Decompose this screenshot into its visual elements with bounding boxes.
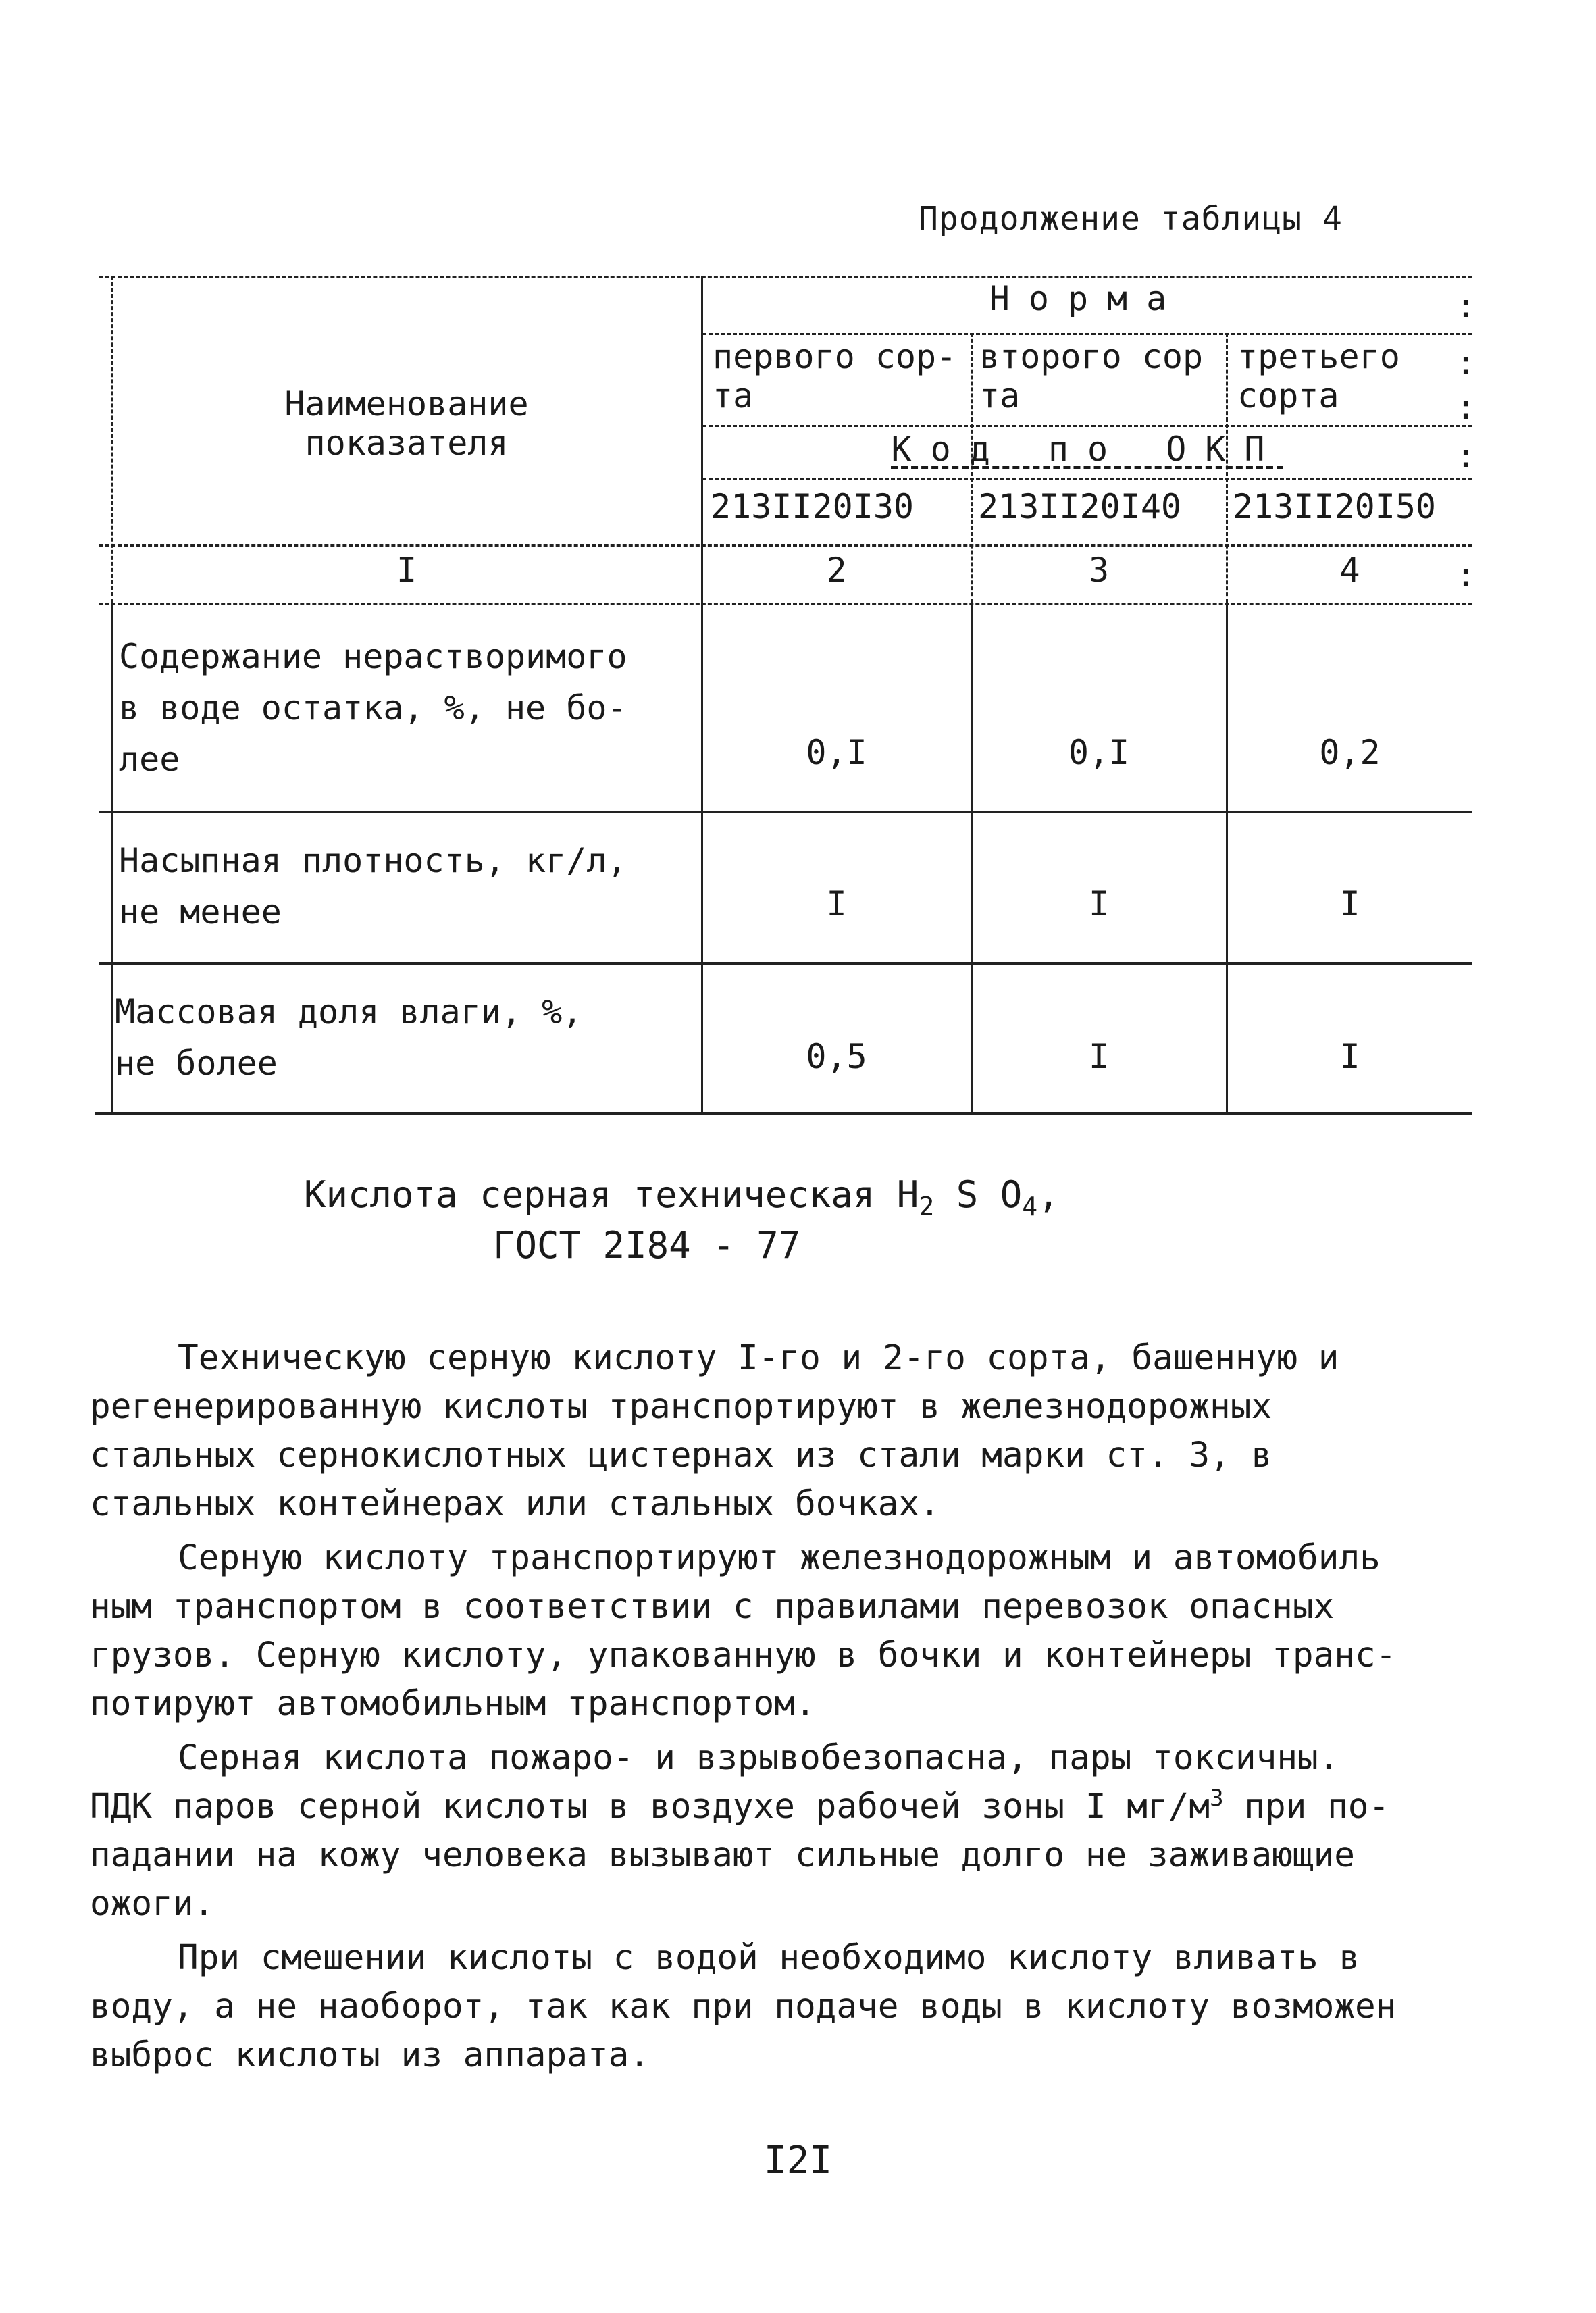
header-code-3: 213II20I50 bbox=[1233, 487, 1437, 526]
header-name-label: Наименование показателя bbox=[284, 384, 529, 463]
header-grade-3: третьего сорта bbox=[1237, 337, 1400, 415]
header-code-label: Код по ОКП bbox=[891, 430, 1284, 469]
table-row-1-value-3: 0,2 bbox=[1319, 733, 1381, 772]
paragraph-2: Серную кислоту транспортируют железнодорожным и автомобиль ным транспортом в соответствии с правилами перевозок опасных грузов. Серную кислоту, упакованную в бочки и контейнеры транс- потируют автомобильным транспортом. bbox=[90, 1538, 1397, 1724]
table-row-3-name: Массовая доля влаги, %, не более bbox=[115, 992, 583, 1083]
chemical-formula: $H_2$ S $O_4$ bbox=[896, 1173, 1038, 1221]
row2-bottom-border bbox=[99, 962, 1472, 965]
header-norma-label: Норма bbox=[989, 279, 1186, 318]
table-row-2-value-2: I bbox=[1088, 884, 1110, 923]
column-numbers-bottom-border bbox=[99, 603, 1472, 605]
column-number-2: 2 bbox=[826, 551, 847, 590]
paragraph-3: Серная кислота пожаро- и взрывобезопасна, пары токсичны. ПДК паров серной кислоты в воздухе рабочей зоны I $мг/м^3$ при по- падании на кожу человека вызывают сильные долго не заживающие ожоги. bbox=[90, 1738, 1390, 1924]
header-grade-1: первого сор- та bbox=[713, 337, 957, 415]
right-edge-marker: : bbox=[1456, 388, 1476, 427]
grades-divider bbox=[702, 425, 1472, 427]
table-top-border bbox=[99, 276, 1472, 278]
column-divider-3 bbox=[1226, 603, 1228, 1113]
table-row-1-value-1: 0,I bbox=[806, 733, 867, 772]
header-grade-2: второго сор та bbox=[979, 337, 1204, 415]
right-edge-marker: : bbox=[1456, 286, 1476, 326]
body-text bbox=[90, 1334, 1441, 2080]
table-left-border bbox=[111, 603, 113, 1114]
superscript-3: 3 bbox=[1210, 1785, 1224, 1812]
header-bottom-border bbox=[99, 544, 1472, 547]
table-row-2-value-3: I bbox=[1339, 884, 1360, 923]
column-number-4: 4 bbox=[1339, 551, 1360, 590]
section-title-standard: ГОСТ 2I84 - 77 bbox=[493, 1224, 801, 1267]
column-divider-2 bbox=[971, 603, 973, 1113]
row1-bottom-border bbox=[99, 811, 1472, 813]
table-row-2-value-1: I bbox=[826, 884, 847, 923]
code-divider bbox=[702, 478, 1472, 480]
right-edge-marker: : bbox=[1456, 343, 1476, 382]
norma-divider bbox=[702, 333, 1472, 335]
table-row-2-name: Насыпная плотность, кг/л, не менее bbox=[119, 841, 627, 932]
right-edge-marker: : bbox=[1456, 555, 1476, 594]
table-bottom-border bbox=[95, 1112, 1472, 1115]
column-number-1: I bbox=[396, 551, 417, 590]
column-divider-1 bbox=[701, 276, 703, 1113]
column-number-3: 3 bbox=[1088, 551, 1110, 590]
header-code-2: 213II20I40 bbox=[978, 487, 1182, 526]
paragraph-1: Техническую серную кислоту I-го и 2-го сорта, башенную и регенерированную кислоты транспортируют в железнодорожных стальных сернокислотных цистернах из стали марки ст. 3, в стальных контейнерах или стальных бочках. bbox=[90, 1338, 1339, 1524]
section-title bbox=[304, 1172, 1060, 1269]
table-continuation-caption: Продолжение таблицы 4 bbox=[919, 200, 1343, 238]
table-row-1-name: Содержание нерастворимого в воде остатка, %, не бо- лее bbox=[119, 637, 627, 779]
page-number: I2I bbox=[763, 2139, 833, 2183]
table-row-3-value-3: I bbox=[1339, 1037, 1360, 1076]
paragraph-4: При смешении кислоты с водой необходимо кислоту вливать в воду, а не наоборот, так как при подаче воды в кислоту возможен выброс кислоты из аппарата. bbox=[90, 1938, 1397, 2075]
section-title-line-1: Кислота серная техническая $H_2$ S $O_4$, bbox=[304, 1173, 1060, 1221]
table-row-3-value-2: I bbox=[1088, 1037, 1110, 1076]
table-row-1-value-2: 0,I bbox=[1068, 733, 1130, 772]
header-code-1: 213II20I30 bbox=[711, 487, 915, 526]
section-title-text: Кислота серная техническая bbox=[304, 1173, 875, 1216]
right-edge-marker: : bbox=[1456, 436, 1476, 476]
specification-table bbox=[0, 0, 1596, 1148]
table-row-3-value-1: 0,5 bbox=[806, 1037, 867, 1076]
